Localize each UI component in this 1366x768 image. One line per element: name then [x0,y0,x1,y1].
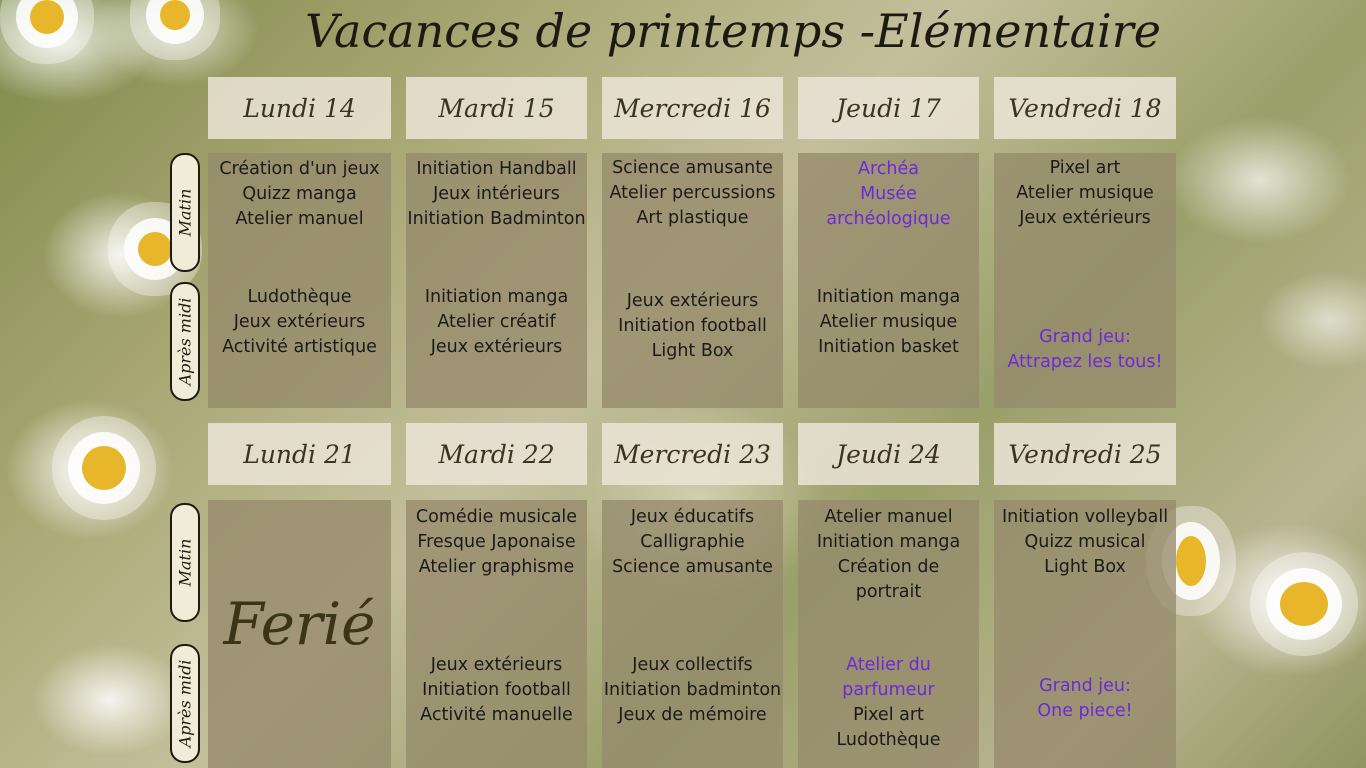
activity: Atelier du [846,655,931,675]
day-cell-holiday [208,500,391,768]
day-cell [602,153,783,408]
day-header [994,77,1176,139]
page-title: Vacances de printemps -Elémentaire [305,4,1161,58]
day-header [208,77,391,139]
activity: Atelier manuel [824,507,953,527]
day-header [406,77,587,139]
daisy-decoration [1176,536,1206,586]
activity: Atelier musique [819,312,958,332]
afternoon-label-text: Après midi [175,659,195,748]
afternoon-activities [602,653,783,728]
morning-activities [208,157,391,232]
activity: Jeux collectifs [632,655,753,675]
morning-activities [406,157,587,232]
day-label: Jeudi 24 [836,439,941,469]
activity: Fresque Japonaise [417,532,576,552]
activity: Grand jeu: [1039,676,1131,696]
morning-activities [602,505,783,580]
activity: Quizz manga [242,184,357,204]
day-cell [406,500,587,768]
day-label: Mardi 22 [438,439,555,469]
activity: Comédie musicale [415,507,578,527]
activity: Initiation manga [424,287,569,307]
activity: Initiation volleyball [1001,507,1169,527]
activity: portrait [855,582,922,602]
activity: Ludothèque [247,287,352,307]
activity: Atelier percussions [609,183,776,203]
activity: Initiation football [618,316,767,336]
day-label: Lundi 21 [243,439,356,469]
activity: Atelier créatif [437,312,556,332]
day-cell [406,153,587,408]
activity: archéologique [826,209,951,229]
day-header [994,423,1176,485]
activity: Science amusante [612,557,773,577]
morning-label-text: Matin [175,188,195,237]
activity: Initiation Handball [416,159,577,179]
morning-label [170,153,200,272]
activity: Jeux intérieurs [433,184,560,204]
activity: Atelier manuel [235,209,364,229]
day-header [602,423,783,485]
activity: Jeux extérieurs [233,312,366,332]
activity: Jeux extérieurs [626,291,759,311]
day-cell [602,500,783,768]
activity: Science amusante [612,158,773,178]
afternoon-label [170,644,200,763]
activity: Pixel art [853,705,924,725]
day-header [208,423,391,485]
morning-activities [994,505,1176,580]
activity: Pixel art [1049,158,1121,178]
morning-activities [602,156,783,231]
activity: Jeux éducatifs [630,507,755,527]
activity: Création de [837,557,940,577]
morning-label [170,503,200,622]
afternoon-activities [406,653,587,728]
activity: Light Box [1044,557,1126,577]
daisy-decoration [138,232,172,266]
afternoon-label [170,282,200,401]
day-label: Vendredi 25 [1008,439,1162,469]
morning-activities [994,156,1176,231]
day-header [406,423,587,485]
day-label: Vendredi 18 [1008,93,1162,123]
day-cell [798,500,979,768]
afternoon-activities [994,325,1176,375]
activity: One piece! [1037,701,1133,721]
activity: Calligraphie [640,532,745,552]
day-label: Lundi 14 [243,93,356,123]
day-label: Jeudi 17 [836,93,941,123]
day-header [602,77,783,139]
activity: Archéa [858,159,919,179]
day-label: Mercredi 16 [614,93,771,123]
afternoon-activities [602,289,783,364]
afternoon-activities [798,653,979,753]
activity: Art plastique [636,208,749,228]
activity: Initiation Badminton [407,209,586,229]
morning-activities [406,505,587,580]
activity: Initiation basket [818,337,959,357]
morning-activities [798,505,979,605]
day-header [798,423,979,485]
day-cell [994,500,1176,768]
day-cell [994,153,1176,408]
activity: Création d'un jeux [219,159,380,179]
activity: Initiation manga [816,532,961,552]
activity: Quizz musical [1024,532,1146,552]
activity: Initiation manga [816,287,961,307]
activity: Musée [860,184,917,204]
afternoon-activities [208,285,391,360]
activity: Light Box [651,341,734,361]
daisy-decoration [1280,582,1328,626]
morning-label-text: Matin [175,538,195,587]
activity: Atelier musique [1016,183,1154,203]
holiday-label: Ferié [223,590,376,658]
afternoon-activities [798,285,979,360]
activity: Ludothèque [836,730,941,750]
activity: parfumeur [842,680,935,700]
activity: Initiation football [422,680,571,700]
afternoon-activities [406,285,587,360]
morning-activities [798,157,979,232]
afternoon-label-text: Après midi [175,297,195,386]
activity: Initiation badminton [603,680,782,700]
activity: Activité manuelle [420,705,573,725]
activity: Jeux extérieurs [430,655,563,675]
activity: Attrapez les tous! [1007,352,1163,372]
day-header [798,77,979,139]
day-cell [798,153,979,408]
day-label: Mardi 15 [438,93,555,123]
day-cell [208,153,391,408]
activity: Activité artistique [222,337,377,357]
afternoon-activities [994,674,1176,724]
activity: Atelier graphisme [418,557,575,577]
daisy-decoration [82,446,126,490]
activity: Jeux de mémoire [618,705,767,725]
activity: Grand jeu: [1039,327,1131,347]
day-label: Mercredi 23 [614,439,771,469]
activity: Jeux extérieurs [430,337,563,357]
activity: Jeux extérieurs [1019,208,1151,228]
